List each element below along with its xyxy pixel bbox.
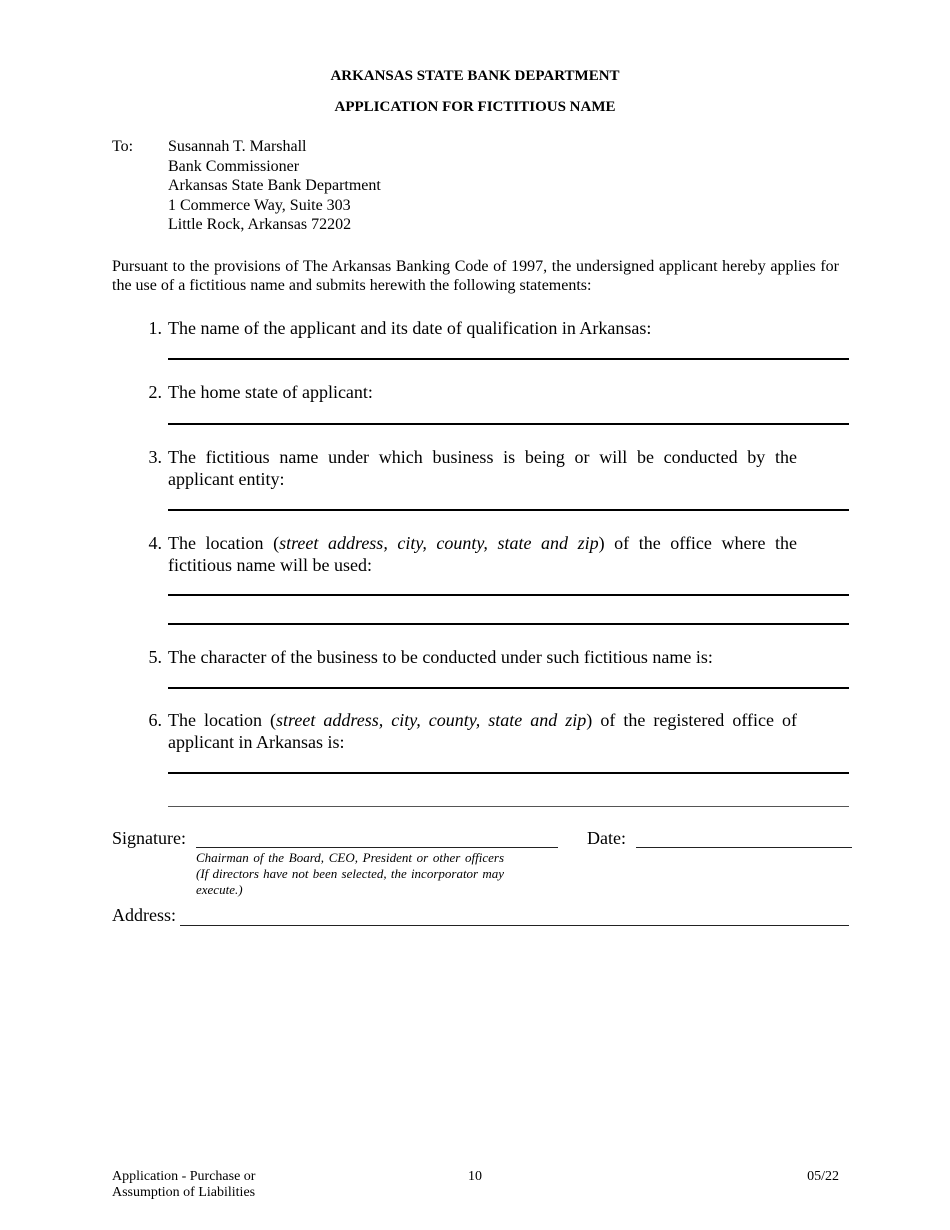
item-number: 5. — [148, 647, 162, 667]
item-4-text-start: The location ( — [168, 533, 280, 553]
addressee-city: Little Rock, Arkansas 72202 — [168, 216, 352, 234]
item-1-answer-line[interactable] — [168, 358, 849, 360]
item-4-text-italic: street address, city, county, state and zip — [279, 533, 599, 553]
item-4-text-end: ) of the office where the fictitious name will be used: — [168, 533, 797, 575]
item-6-text-italic: street address, city, county, state and zip — [276, 710, 587, 730]
item-1-text: The name of the applicant and its date of qualification in Arkansas: — [168, 318, 652, 338]
intro-paragraph: Pursuant to the provisions of The Arkansas Banking Code of 1997, the undersigned applicant hereby applies for the use of a fictitious name and submits herewith the following statements: — [112, 258, 839, 294]
item-6-answer-line-2[interactable] — [168, 806, 849, 807]
item-6-answer-line-1[interactable] — [168, 772, 849, 774]
addressee-street: 1 Commerce Way, Suite 303 — [168, 196, 351, 214]
page-number: 10 — [468, 1169, 482, 1184]
signature-note: Chairman of the Board, CEO, President or other officers (If directors have not been selected, the incorporator may execute.) — [196, 850, 504, 897]
item-4-text — [168, 533, 797, 576]
item-number: 6. — [148, 710, 162, 730]
item-number: 2. — [148, 382, 162, 402]
item-3-answer-line[interactable] — [168, 509, 849, 511]
addressee-block — [168, 137, 381, 235]
item-2-answer-line[interactable] — [168, 423, 849, 425]
item-5-text: The character of the business to be conducted under such fictitious name is: — [168, 647, 713, 667]
form-title: APPLICATION FOR FICTITIOUS NAME — [334, 99, 616, 115]
item-2-text: The home state of applicant: — [168, 382, 373, 402]
date-label: Date: — [587, 828, 626, 848]
item-4-answer-line-1[interactable] — [168, 594, 849, 596]
item-6-text-start: The location ( — [168, 710, 277, 730]
item-4-answer-line-2[interactable] — [168, 623, 849, 625]
addressee-name: Susannah T. Marshall — [168, 138, 307, 155]
address-line[interactable] — [180, 925, 849, 926]
item-5-answer-line[interactable] — [168, 687, 849, 689]
footer-form-name-line-1: Application - Purchase or — [112, 1169, 256, 1184]
item-number: 4. — [148, 533, 162, 553]
item-6-text-end: ) of the registered office of applicant in Arkansas is: — [168, 710, 797, 752]
item-number: 3. — [148, 447, 162, 467]
addressee-title: Bank Commissioner — [168, 157, 300, 175]
addressee-organization: Arkansas State Bank Department — [168, 177, 381, 195]
revision-date: 05/22 — [807, 1169, 839, 1184]
date-line[interactable] — [636, 847, 852, 848]
to-label: To: — [112, 138, 134, 155]
signature-label: Signature: — [112, 828, 186, 848]
signature-line[interactable] — [196, 847, 558, 848]
department-heading: ARKANSAS STATE BANK DEPARTMENT — [330, 68, 620, 84]
item-3-text: The fictitious name under which business is being or will be conducted by the applicant entity: — [168, 447, 797, 489]
address-label: Address: — [112, 905, 176, 925]
item-number: 1. — [148, 318, 162, 338]
item-6-text — [168, 710, 797, 753]
footer-form-name-line-2: Assumption of Liabilities — [112, 1185, 256, 1200]
